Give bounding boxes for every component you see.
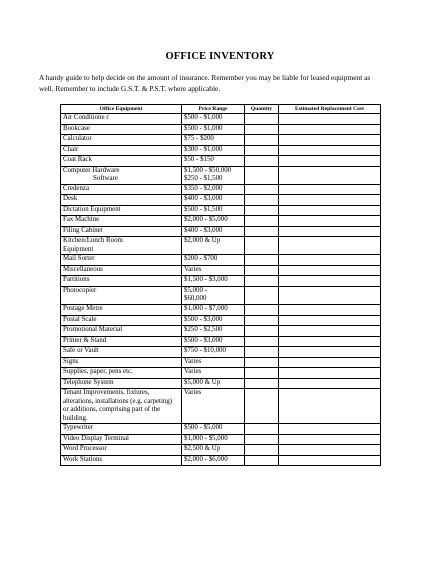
quantity-cell[interactable] bbox=[245, 276, 279, 287]
price-range-cell bbox=[182, 389, 245, 424]
replacement-cost-cell[interactable] bbox=[279, 286, 381, 304]
table-row bbox=[61, 184, 381, 195]
price-range-value: $1,000 - $7,000 bbox=[184, 305, 228, 313]
price-range-cell bbox=[182, 336, 245, 347]
price-range-value: $500 - $3,000 bbox=[184, 315, 223, 323]
price-range-value-continued: $60,000 bbox=[184, 295, 207, 303]
price-range-cell bbox=[182, 255, 245, 266]
quantity-cell[interactable] bbox=[245, 114, 279, 125]
equipment-name: Video Display Terminal bbox=[63, 434, 129, 442]
equipment-name: Desk bbox=[63, 195, 78, 203]
equipment-cell bbox=[61, 305, 182, 316]
price-range-value: $200 - $700 bbox=[184, 255, 218, 263]
replacement-cost-cell[interactable] bbox=[279, 378, 381, 389]
replacement-cost-cell[interactable] bbox=[279, 166, 381, 184]
price-range-value: $500 - $1,500 bbox=[184, 205, 223, 213]
quantity-cell[interactable] bbox=[245, 326, 279, 337]
quantity-cell[interactable] bbox=[245, 357, 279, 368]
table-row bbox=[61, 347, 381, 358]
table-row bbox=[61, 286, 381, 304]
quantity-cell[interactable] bbox=[245, 226, 279, 237]
quantity-cell[interactable] bbox=[245, 368, 279, 379]
equipment-cell bbox=[61, 357, 182, 368]
equipment-cell bbox=[61, 347, 182, 358]
equipment-cell bbox=[61, 216, 182, 227]
price-range-cell bbox=[182, 184, 245, 195]
equipment-name: Mail Sorter bbox=[63, 255, 95, 263]
table-row bbox=[61, 389, 381, 424]
quantity-cell[interactable] bbox=[245, 445, 279, 456]
equipment-cell bbox=[61, 378, 182, 389]
table-row bbox=[61, 205, 381, 216]
table-row bbox=[61, 315, 381, 326]
equipment-name: Partitions bbox=[63, 276, 90, 284]
price-range-cell bbox=[182, 378, 245, 389]
price-range-value: $500 - $1,000 bbox=[184, 124, 223, 132]
inventory-table bbox=[60, 104, 381, 466]
quantity-cell[interactable] bbox=[245, 389, 279, 424]
quantity-cell[interactable] bbox=[245, 237, 279, 255]
table-row bbox=[61, 378, 381, 389]
table-row bbox=[61, 124, 381, 135]
equipment-cell bbox=[61, 156, 182, 167]
table-row bbox=[61, 326, 381, 337]
replacement-cost-cell[interactable] bbox=[279, 114, 381, 125]
price-range-value: $5,000 - bbox=[184, 286, 207, 294]
equipment-cell bbox=[61, 445, 182, 456]
replacement-cost-cell[interactable] bbox=[279, 195, 381, 206]
quantity-cell[interactable] bbox=[245, 378, 279, 389]
equipment-cell bbox=[61, 145, 182, 156]
equipment-name: Fax Machine bbox=[63, 216, 100, 224]
price-range-cell bbox=[182, 315, 245, 326]
quantity-cell[interactable] bbox=[245, 124, 279, 135]
price-range-cell bbox=[182, 166, 245, 184]
price-range-value: $5,000 & Up bbox=[184, 378, 221, 386]
replacement-cost-cell[interactable] bbox=[279, 237, 381, 255]
replacement-cost-cell[interactable] bbox=[279, 315, 381, 326]
price-range-cell bbox=[182, 286, 245, 304]
equipment-name: Dictation Equipment bbox=[63, 205, 121, 213]
equipment-cell bbox=[61, 455, 182, 466]
equipment-name: Credenza bbox=[63, 184, 90, 192]
price-range-value: $500 - $3,000 bbox=[184, 336, 223, 344]
equipment-name: Chair bbox=[63, 145, 79, 153]
price-range-value: Varies bbox=[184, 368, 202, 376]
replacement-cost-cell[interactable] bbox=[279, 145, 381, 156]
equipment-cell bbox=[61, 336, 182, 347]
price-range-cell bbox=[182, 205, 245, 216]
table-row bbox=[61, 434, 381, 445]
price-range-cell bbox=[182, 195, 245, 206]
equipment-cell bbox=[61, 286, 182, 304]
price-range-cell bbox=[182, 326, 245, 337]
equipment-cell bbox=[61, 205, 182, 216]
price-range-value: Varies bbox=[184, 265, 202, 273]
price-range-cell bbox=[182, 237, 245, 255]
replacement-cost-cell[interactable] bbox=[279, 216, 381, 227]
equipment-cell bbox=[61, 255, 182, 266]
price-range-value: Varies bbox=[184, 389, 202, 397]
replacement-cost-cell[interactable] bbox=[279, 455, 381, 466]
quantity-cell[interactable] bbox=[245, 216, 279, 227]
quantity-cell[interactable] bbox=[245, 205, 279, 216]
equipment-name: Word Processor bbox=[63, 445, 107, 453]
quantity-cell[interactable] bbox=[245, 255, 279, 266]
price-range-value: $300 - $1,000 bbox=[184, 145, 223, 153]
equipment-cell bbox=[61, 124, 182, 135]
replacement-cost-cell[interactable] bbox=[279, 357, 381, 368]
price-range-cell bbox=[182, 434, 245, 445]
equipment-cell bbox=[61, 166, 182, 184]
table-row bbox=[61, 336, 381, 347]
equipment-name: Typewriter bbox=[63, 424, 94, 432]
quantity-cell[interactable] bbox=[245, 156, 279, 167]
equipment-cell bbox=[61, 114, 182, 125]
price-range-value: $2,000 - $6,000 bbox=[184, 455, 228, 463]
price-range-value: $500 - $1,000 bbox=[184, 114, 223, 121]
table-row bbox=[61, 368, 381, 379]
equipment-name: Miscellaneous bbox=[63, 265, 103, 273]
equipment-cell bbox=[61, 326, 182, 337]
replacement-cost-cell[interactable] bbox=[279, 124, 381, 135]
equipment-name: Bookcase bbox=[63, 124, 90, 132]
table-row bbox=[61, 357, 381, 368]
replacement-cost-cell[interactable] bbox=[279, 255, 381, 266]
replacement-cost-cell[interactable] bbox=[279, 424, 381, 435]
equipment-name: Photocopier bbox=[63, 286, 97, 294]
table-row bbox=[61, 156, 381, 167]
quantity-cell[interactable] bbox=[245, 305, 279, 316]
table-row bbox=[61, 445, 381, 456]
table-row bbox=[61, 255, 381, 266]
price-range-cell bbox=[182, 265, 245, 276]
equipment-cell bbox=[61, 389, 182, 424]
price-range-cell bbox=[182, 305, 245, 316]
equipment-cell bbox=[61, 184, 182, 195]
inventory-table-body bbox=[61, 114, 381, 466]
quantity-cell[interactable] bbox=[245, 265, 279, 276]
header-office-equipment: Office Equipment bbox=[61, 105, 182, 114]
quantity-cell[interactable] bbox=[245, 315, 279, 326]
price-range-value: $2,000 & Up bbox=[184, 237, 221, 245]
table-row bbox=[61, 305, 381, 316]
quantity-cell[interactable] bbox=[245, 195, 279, 206]
table-row bbox=[61, 265, 381, 276]
replacement-cost-cell[interactable] bbox=[279, 336, 381, 347]
quantity-cell[interactable] bbox=[245, 145, 279, 156]
table-row bbox=[61, 145, 381, 156]
table-row bbox=[61, 195, 381, 206]
price-range-value: $1,500 - $50,000 bbox=[184, 166, 232, 174]
equipment-cell bbox=[61, 195, 182, 206]
replacement-cost-cell[interactable] bbox=[279, 305, 381, 316]
replacement-cost-cell[interactable] bbox=[279, 368, 381, 379]
table-header-row bbox=[61, 105, 381, 114]
quantity-cell[interactable] bbox=[245, 336, 279, 347]
equipment-name: Safe or Vault bbox=[63, 347, 99, 355]
table-row bbox=[61, 276, 381, 287]
table-row bbox=[61, 226, 381, 237]
price-range-cell bbox=[182, 455, 245, 466]
quantity-cell[interactable] bbox=[245, 184, 279, 195]
price-range-cell bbox=[182, 445, 245, 456]
replacement-cost-cell[interactable] bbox=[279, 445, 381, 456]
price-range-value: $500 - $5,000 bbox=[184, 424, 223, 432]
equipment-cell bbox=[61, 315, 182, 326]
equipment-cell bbox=[61, 237, 182, 255]
price-range-cell bbox=[182, 145, 245, 156]
equipment-name: Signs bbox=[63, 357, 79, 365]
equipment-cell bbox=[61, 265, 182, 276]
price-range-cell bbox=[182, 226, 245, 237]
quantity-cell[interactable] bbox=[245, 455, 279, 466]
price-range-cell bbox=[182, 114, 245, 125]
equipment-name: Postal Scale bbox=[63, 315, 97, 323]
price-range-cell bbox=[182, 424, 245, 435]
price-range-cell bbox=[182, 357, 245, 368]
price-range-value: $350 - $2,000 bbox=[184, 184, 223, 192]
replacement-cost-cell[interactable] bbox=[279, 226, 381, 237]
price-range-cell bbox=[182, 216, 245, 227]
replacement-cost-cell[interactable] bbox=[279, 389, 381, 424]
equipment-name: Tenant Improvements, fixtures, alterations, installations (e.g. carpeting) or additions, comprising part of the building. bbox=[63, 389, 173, 422]
intro-paragraph: A handy guide to help decide on the amount of insurance. Remember you may be liable for leased equipment as well. Remember to include G.S.T. & P.S.T. where applicable. bbox=[39, 73, 371, 93]
price-range-cell bbox=[182, 135, 245, 146]
price-range-value: $250 - $2,500 bbox=[184, 326, 223, 334]
header-estimated-replacement-cost: Estimated Replacement Cost bbox=[279, 105, 381, 114]
equipment-name: Supplies, paper, pens etc. bbox=[63, 368, 133, 376]
equipment-name: Filing Cabinet bbox=[63, 226, 103, 234]
replacement-cost-cell[interactable] bbox=[279, 156, 381, 167]
replacement-cost-cell[interactable] bbox=[279, 265, 381, 276]
quantity-cell[interactable] bbox=[245, 434, 279, 445]
table-row bbox=[61, 424, 381, 435]
price-range-cell bbox=[182, 124, 245, 135]
quantity-cell[interactable] bbox=[245, 424, 279, 435]
quantity-cell[interactable] bbox=[245, 347, 279, 358]
replacement-cost-cell[interactable] bbox=[279, 434, 381, 445]
equipment-name: Printer & Stand bbox=[63, 336, 107, 344]
price-range-value: $2,000 - $5,000 bbox=[184, 216, 228, 224]
equipment-name: Postage Metre bbox=[63, 305, 103, 313]
equipment-name: Telephone System bbox=[63, 378, 114, 386]
table-row bbox=[61, 455, 381, 466]
replacement-cost-cell[interactable] bbox=[279, 276, 381, 287]
price-range-cell bbox=[182, 368, 245, 379]
replacement-cost-cell[interactable] bbox=[279, 205, 381, 216]
price-range-value: $400 - $3,000 bbox=[184, 226, 223, 234]
table-row bbox=[61, 114, 381, 125]
price-range-cell bbox=[182, 156, 245, 167]
equipment-cell bbox=[61, 424, 182, 435]
replacement-cost-cell[interactable] bbox=[279, 135, 381, 146]
quantity-cell[interactable] bbox=[245, 286, 279, 304]
equipment-cell bbox=[61, 434, 182, 445]
price-range-value: $75 - $200 bbox=[184, 135, 214, 142]
equipment-name-continued: Equipment bbox=[63, 245, 94, 253]
replacement-cost-cell[interactable] bbox=[279, 326, 381, 337]
equipment-cell bbox=[61, 135, 182, 146]
replacement-cost-cell[interactable] bbox=[279, 347, 381, 358]
price-range-value: $750 - $10,000 bbox=[184, 347, 226, 355]
header-quantity: Quantity bbox=[245, 105, 279, 114]
equipment-name: Work Stations bbox=[63, 455, 103, 463]
equipment-name: Calculator bbox=[63, 135, 92, 142]
equipment-name-continued: Software bbox=[93, 175, 118, 183]
equipment-name: Computer Hardware bbox=[63, 166, 120, 174]
price-range-value: $400 - $3,000 bbox=[184, 195, 223, 203]
table-row bbox=[61, 237, 381, 255]
table-row bbox=[61, 216, 381, 227]
price-range-cell bbox=[182, 276, 245, 287]
replacement-cost-cell[interactable] bbox=[279, 184, 381, 195]
equipment-name: Air Conditione r bbox=[63, 114, 109, 121]
quantity-cell[interactable] bbox=[245, 166, 279, 184]
price-range-value: $50 - $150 bbox=[184, 156, 214, 163]
equipment-name: Kitchen/Lunch Room bbox=[63, 237, 123, 245]
equipment-name: Coat Rack bbox=[63, 156, 92, 163]
table-row bbox=[61, 135, 381, 146]
document-title: OFFICE INVENTORY bbox=[165, 51, 275, 62]
price-range-value-continued: $250 - $1,500 bbox=[184, 175, 223, 183]
table-row bbox=[61, 166, 381, 184]
price-range-cell bbox=[182, 347, 245, 358]
price-range-value: $1,500 - $3,000 bbox=[184, 276, 228, 284]
equipment-name: Promotional Material bbox=[63, 326, 123, 334]
price-range-value: $1,000 - $5,000 bbox=[184, 434, 228, 442]
header-price-range: Price Range bbox=[182, 105, 245, 114]
equipment-cell bbox=[61, 276, 182, 287]
equipment-cell bbox=[61, 226, 182, 237]
price-range-value: Varies bbox=[184, 357, 202, 365]
quantity-cell[interactable] bbox=[245, 135, 279, 146]
equipment-cell bbox=[61, 368, 182, 379]
price-range-value: $2,500 & Up bbox=[184, 445, 221, 453]
